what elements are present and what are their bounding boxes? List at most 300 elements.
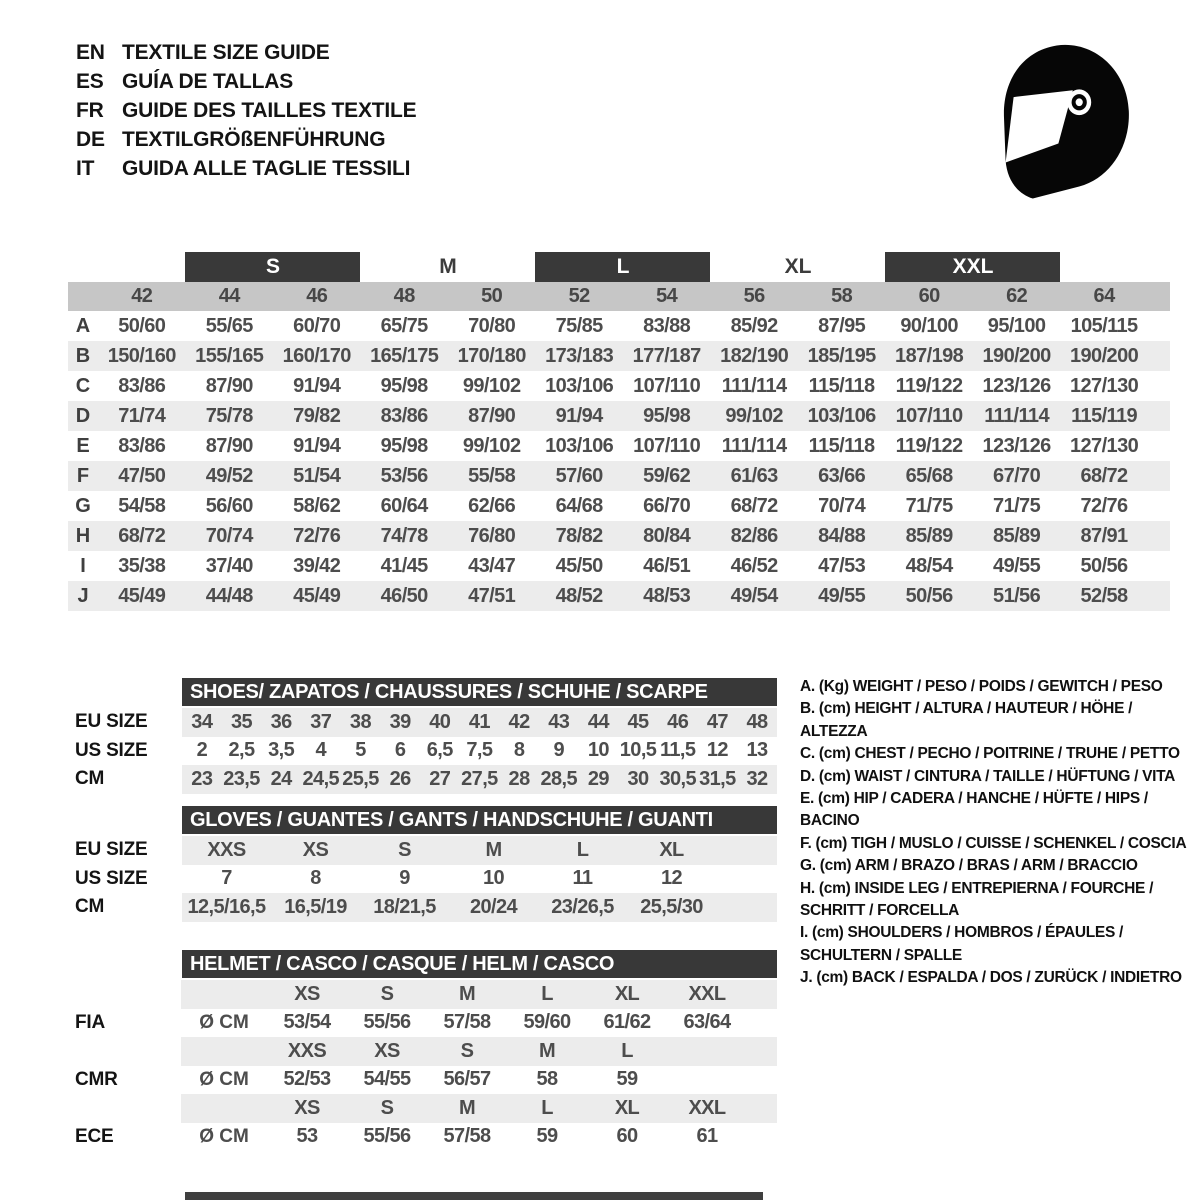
value-cell: 23,5 [223, 767, 260, 790]
row-values [98, 491, 1148, 521]
value-cell: 28 [508, 767, 530, 790]
value-cell: 7 [221, 867, 232, 890]
row-letter: H [75, 524, 91, 547]
value-cell: 43/47 [468, 554, 516, 577]
size-group-row [68, 252, 1170, 282]
legend-item-F: F. (cm) TIGH / MUSLO / CUISSE / SCHENKEL / COSCIA [800, 834, 1187, 852]
row-letter: J [77, 584, 89, 607]
value-cell: 80/84 [643, 524, 691, 547]
row-values [98, 371, 1148, 401]
size-label: M [458, 982, 476, 1005]
value-cell: 50/56 [905, 584, 953, 607]
spacer [716, 865, 774, 894]
value-cell: 103/106 [545, 374, 614, 397]
size-label: 52 [568, 285, 590, 307]
size-label: S [380, 1096, 394, 1119]
size-label: 46 [306, 285, 328, 307]
spacer [1148, 461, 1170, 491]
helmet-value-row-CMR [65, 1066, 777, 1095]
value-cell: 119/122 [895, 374, 963, 397]
value-cell: 57/60 [555, 464, 603, 487]
measure-row-J [68, 581, 1170, 611]
row-letter: A [75, 314, 91, 337]
row-values [98, 581, 1148, 611]
value-cell: 59/60 [523, 1011, 571, 1034]
size-label: XS [294, 982, 320, 1005]
language-row [76, 67, 416, 96]
value-cell: 170/180 [457, 344, 526, 367]
spacer [1148, 551, 1170, 581]
measure-row-E [68, 431, 1170, 461]
spacer [1148, 252, 1170, 282]
measure-row-A [68, 311, 1170, 341]
value-cell: 74/78 [380, 524, 428, 547]
value-cell: 11,5 [659, 739, 696, 762]
spacer [747, 1123, 777, 1152]
language-row [76, 154, 416, 183]
row-values [98, 341, 1148, 371]
row-label: US SIZE [75, 739, 148, 761]
spacer [98, 252, 185, 282]
legend-item-B: B. (cm) HEIGHT / ALTURA / HAUTEUR / HÖHE / ALTEZZA [800, 700, 1133, 740]
value-cell [667, 1066, 747, 1095]
diameter-unit: Ø CM [199, 1068, 249, 1090]
size-group-S: S [185, 252, 360, 282]
numeric-sizes-row [68, 282, 1170, 311]
row-values [98, 461, 1148, 491]
value-cell: 53/56 [380, 464, 428, 487]
value-cell: 63/66 [818, 464, 866, 487]
measure-row-G [68, 491, 1170, 521]
value-cell: 32 [746, 767, 768, 790]
value-cell: 177/187 [632, 344, 701, 367]
value-cell: 185/195 [807, 344, 876, 367]
spacer [747, 1037, 777, 1066]
value-cell: 83/86 [118, 434, 166, 457]
language-code: FR [76, 98, 104, 122]
value-cell: 51/54 [293, 464, 341, 487]
value-cell: 187/198 [895, 344, 964, 367]
value-cell: 29 [587, 767, 609, 790]
value-cell: 85/92 [730, 314, 778, 337]
value-cell: 26 [389, 767, 411, 790]
language-code: EN [76, 40, 105, 64]
value-cell: 95/98 [643, 404, 691, 427]
value-cell: 63/64 [683, 1011, 731, 1034]
value-cell: 7,5 [466, 739, 493, 762]
guide-title: TEXTILE SIZE GUIDE [122, 40, 330, 64]
value-cell: 65/75 [380, 314, 428, 337]
sub-row-eu-size [65, 708, 777, 737]
size-group-cells [98, 252, 1148, 282]
value-cell: 30,5 [659, 767, 696, 790]
value-cell: 9 [553, 739, 564, 762]
row-values [98, 551, 1148, 581]
value-cell: 6 [394, 739, 406, 762]
legend-item-A: A. (Kg) WEIGHT / PESO / POIDS / GEWITCH / PESO [800, 678, 1163, 695]
value-cell: 64/68 [555, 494, 603, 517]
size-label [667, 1037, 747, 1066]
size-label: 42 [131, 285, 153, 307]
value-cell: 115/119 [1071, 404, 1138, 427]
value-cell: 10,5 [619, 739, 657, 762]
value-cell: 75/85 [555, 314, 603, 337]
standard-label: CMR [75, 1068, 118, 1090]
value-cell: 23 [191, 767, 213, 790]
value-cell: 45/49 [118, 584, 166, 607]
value-cell: 165/175 [370, 344, 439, 367]
value-cell: 44/48 [205, 584, 253, 607]
value-cell: 24 [270, 767, 292, 790]
sub-row-cm [65, 893, 777, 922]
size-group-M: M [439, 255, 457, 278]
values-band [181, 1066, 777, 1095]
value-cell: 190/200 [982, 344, 1051, 367]
value-cell: 61/62 [603, 1011, 651, 1034]
spacer [1148, 311, 1170, 341]
spacer [1148, 282, 1170, 311]
value-cell: 12,5/16,5 [187, 895, 266, 918]
value-cell: 47 [706, 710, 728, 733]
value-cell: 9 [399, 867, 410, 890]
value-cell: 82/86 [730, 524, 778, 547]
legend-item-D: D. (cm) WAIST / CINTURA / TAILLE / HÜFTUNG / VITA [800, 767, 1176, 785]
spacer [747, 1094, 777, 1123]
value-cell: 45 [627, 710, 649, 733]
value-cell: 55/58 [468, 464, 516, 487]
shoes-table [65, 678, 777, 794]
spacer [747, 1009, 777, 1038]
value-cell: 59 [616, 1068, 638, 1091]
value-cell: 24,5 [302, 767, 340, 790]
spacer [1060, 252, 1147, 282]
legend-item-E: E. (cm) HIP / CADERA / HANCHE / HÜFTE / HIPS / BACINO [800, 790, 1148, 830]
value-cell: 2,5 [228, 739, 255, 762]
value-cell: 44 [587, 710, 609, 733]
measurement-legend [800, 676, 1192, 990]
value-cell: 30 [627, 767, 649, 790]
value-cell: 10 [482, 867, 505, 890]
value-cell: 123/126 [982, 374, 1051, 397]
value-cell: 85/89 [905, 524, 953, 547]
size-label: S [460, 1039, 474, 1062]
row-band [182, 737, 777, 766]
value-cell: 67/70 [993, 464, 1041, 487]
legend-item-G: G. (cm) ARM / BRAZO / BRAS / ARM / BRACCIO [800, 857, 1138, 875]
spacer [1148, 431, 1170, 461]
guide-title: GUIDE DES TAILLES TEXTILE [122, 98, 417, 122]
value-cell: 155/165 [195, 344, 264, 367]
size-group-L: L [535, 252, 710, 282]
row-values [98, 311, 1148, 341]
value-cell: 68/72 [730, 494, 778, 517]
value-cell: 41/45 [380, 554, 428, 577]
guide-title: TEXTILGRÖßENFÜHRUNG [122, 127, 386, 151]
value-cell: 60 [616, 1125, 638, 1148]
value-cell: 95/98 [380, 434, 428, 457]
value-cell: 119/122 [895, 434, 963, 457]
value-cell: 31,5 [699, 767, 736, 790]
value-cell: 182/190 [720, 344, 789, 367]
value-cell: 27,5 [461, 767, 498, 790]
value-cell: 13 [746, 739, 768, 762]
value-cell: 49/55 [993, 554, 1041, 577]
spacer [1148, 521, 1170, 551]
value-cell: 56/57 [443, 1068, 491, 1091]
helmet-value-row-FIA [65, 1009, 777, 1038]
size-group-XL: XL [784, 255, 812, 278]
helmet-value-row-ECE [65, 1123, 777, 1152]
size-label: XXS [287, 1039, 327, 1062]
value-cell: 20/24 [469, 895, 518, 918]
standard-label: ECE [75, 1125, 114, 1147]
value-cell: 47/50 [118, 464, 166, 487]
sub-row-eu-size [65, 836, 777, 865]
row-label: US SIZE [75, 867, 148, 889]
measure-row-D [68, 401, 1170, 431]
legend-item-H: H. (cm) INSIDE LEG / ENTREPIERNA / FOURCHE / SCHRITT / FORCELLA [800, 879, 1154, 920]
value-cell: 37 [310, 710, 332, 733]
size-label: L [541, 1096, 553, 1119]
value-cell: 52/58 [1080, 584, 1128, 607]
spacer [747, 1066, 777, 1095]
value-cell: 45/50 [555, 554, 603, 577]
size-label: 54 [656, 285, 678, 307]
value-cell: 71/74 [118, 404, 166, 427]
spacer [1148, 491, 1170, 521]
value-cell: 25,5/30 [640, 895, 703, 918]
legend-item-J: J. (cm) BACK / ESPALDA / DOS / ZURÜCK / INDIETRO [800, 969, 1182, 987]
value-cell: 46/51 [643, 554, 691, 577]
helmet-sizes-row-FIA [65, 980, 777, 1009]
language-row [76, 125, 416, 154]
value-cell: 160/170 [282, 344, 351, 367]
value-cell: 43 [548, 710, 570, 733]
value-cell: 107/110 [633, 434, 701, 457]
row-band [182, 836, 777, 865]
value-cell: 105/115 [1070, 314, 1138, 337]
value-cell: 40 [429, 710, 451, 733]
value-cell: 49/55 [818, 584, 866, 607]
cut-off-section-bar [185, 1192, 763, 1200]
value-cell: 71/75 [905, 494, 953, 517]
value-cell: 53/54 [283, 1011, 331, 1034]
value-cell: XS [302, 838, 329, 861]
gloves-table [65, 806, 777, 922]
value-cell: 115/118 [808, 434, 875, 457]
value-cell: 5 [355, 739, 366, 762]
value-cell: 72/76 [293, 524, 341, 547]
value-cell: 70/74 [818, 494, 866, 517]
value-cell: 66/70 [643, 494, 691, 517]
spacer [181, 980, 267, 1009]
value-cell: 103/106 [807, 404, 876, 427]
size-label: 44 [218, 285, 240, 307]
value-cell: L [576, 838, 589, 861]
value-cell: 87/90 [205, 434, 253, 457]
value-cell: 55/56 [363, 1011, 411, 1034]
value-cell: 39/42 [293, 554, 341, 577]
value-cell: 41 [468, 710, 490, 733]
sizes-band [181, 980, 777, 1009]
spacer [65, 980, 181, 1009]
row-band [182, 765, 777, 794]
value-cell: 78/82 [555, 524, 603, 547]
value-cell: 58/62 [293, 494, 341, 517]
value-cell: 39 [389, 710, 411, 733]
value-cell: 71/75 [993, 494, 1041, 517]
value-cell: 55/65 [205, 314, 253, 337]
language-row [76, 96, 416, 125]
value-cell: 50/56 [1080, 554, 1128, 577]
value-cell: 11 [572, 867, 593, 890]
value-cell: 190/200 [1070, 344, 1139, 367]
size-label: 48 [393, 285, 415, 307]
value-cell: 99/102 [725, 404, 783, 427]
value-cell: 4 [315, 739, 327, 762]
row-band [182, 865, 777, 894]
size-label: 50 [481, 285, 503, 307]
value-cell: 95/98 [380, 374, 428, 397]
value-cell: 46/50 [380, 584, 428, 607]
spacer [181, 1037, 267, 1066]
spacer [181, 1094, 267, 1123]
value-cell: 10 [587, 739, 609, 762]
value-cell: 91/94 [555, 404, 603, 427]
values-band [181, 1009, 777, 1038]
size-label: XL [614, 982, 640, 1005]
value-cell: 87/90 [205, 374, 253, 397]
measure-row-F [68, 461, 1170, 491]
value-cell: 34 [191, 710, 213, 733]
language-code: IT [76, 156, 95, 180]
value-cell: 75/78 [205, 404, 253, 427]
row-label: CM [75, 768, 105, 790]
guide-title: GUIDA ALLE TAGLIE TESSILI [122, 156, 411, 180]
row-values [98, 431, 1148, 461]
value-cell: 59/62 [643, 464, 691, 487]
row-letter: F [76, 464, 90, 487]
value-cell: 37/40 [205, 554, 253, 577]
guide-title: GUÍA DE TALLAS [122, 69, 294, 93]
size-label: XXL [688, 982, 726, 1005]
row-values [98, 401, 1148, 431]
value-cell: 107/110 [895, 404, 963, 427]
value-cell: 6,5 [426, 739, 453, 762]
value-cell: 99/102 [462, 374, 521, 397]
value-cell: 87/91 [1080, 524, 1128, 547]
value-cell: 8 [513, 739, 525, 762]
helmet-title-bar: HELMET / CASCO / CASQUE / HELM / CASCO [182, 950, 777, 978]
value-cell: 45/49 [293, 584, 341, 607]
legend-item-C: C. (cm) CHEST / PECHO / POITRINE / TRUHE / PETTO [800, 745, 1180, 763]
language-row [76, 38, 416, 67]
size-label: 56 [743, 285, 765, 307]
value-cell: 61 [696, 1125, 718, 1148]
size-label: M [458, 1096, 476, 1119]
value-cell: 35 [230, 710, 252, 733]
value-cell: 173/183 [545, 344, 614, 367]
row-band [182, 708, 777, 737]
row-letter: C [75, 374, 91, 397]
value-cell: 91/94 [293, 374, 341, 397]
value-cell: 83/88 [643, 314, 691, 337]
sub-row-us-size [65, 737, 777, 766]
value-cell: 35/38 [118, 554, 166, 577]
value-cell: 115/118 [808, 374, 875, 397]
value-cell: 84/88 [818, 524, 866, 547]
spacer [68, 252, 98, 282]
values-band [181, 1123, 777, 1152]
value-cell: 57/58 [443, 1125, 491, 1148]
value-cell: 111/114 [721, 374, 787, 397]
value-cell: 36 [270, 710, 292, 733]
numeric-sizes-cells [98, 282, 1148, 311]
spacer [1148, 341, 1170, 371]
row-letter: E [76, 434, 90, 457]
value-cell: 12 [660, 867, 683, 890]
value-cell: 47/51 [468, 584, 516, 607]
size-label: 58 [831, 285, 853, 307]
value-cell: 123/126 [982, 434, 1051, 457]
value-cell: 52/53 [283, 1068, 331, 1091]
row-letter: G [75, 494, 91, 517]
size-label: XL [614, 1096, 640, 1119]
value-cell: 150/160 [107, 344, 176, 367]
value-cell: 62/66 [468, 494, 516, 517]
language-code: ES [76, 69, 104, 93]
diameter-unit: Ø CM [199, 1125, 249, 1147]
measure-row-B [68, 341, 1170, 371]
measure-row-C [68, 371, 1170, 401]
value-cell: 111/114 [721, 434, 787, 457]
value-cell: 87/95 [818, 314, 866, 337]
value-cell: 111/114 [984, 404, 1049, 427]
gloves-title-bar: GLOVES / GUANTES / GANTS / HANDSCHUHE / GUANTI [182, 806, 777, 834]
value-cell: 50/60 [118, 314, 166, 337]
value-cell: 127/130 [1070, 434, 1139, 457]
value-cell: 48 [746, 710, 768, 733]
shoes-rows [65, 708, 777, 794]
value-cell: 90/100 [900, 314, 958, 337]
value-cell: 60/64 [380, 494, 428, 517]
value-cell: M [485, 838, 502, 861]
value-cell: 70/80 [468, 314, 516, 337]
size-label: L [541, 982, 553, 1005]
size-label: XS [374, 1039, 400, 1062]
value-cell: 61/63 [730, 464, 778, 487]
size-label: XXL [688, 1096, 726, 1119]
size-group-XXL: XXL [885, 252, 1060, 282]
value-cell: 56/60 [205, 494, 253, 517]
spacer [1148, 371, 1170, 401]
spacer [68, 282, 98, 311]
value-cell: 42 [508, 710, 530, 733]
spacer [65, 1037, 181, 1066]
sizes-band [181, 1094, 777, 1123]
size-label: 64 [1093, 285, 1115, 307]
spacer [716, 893, 774, 922]
value-cell: 85/89 [993, 524, 1041, 547]
size-label: L [621, 1039, 633, 1062]
value-cell: 23/26,5 [551, 895, 614, 918]
row-letter: D [75, 404, 91, 427]
sub-row-us-size [65, 865, 777, 894]
sub-row-cm [65, 765, 777, 794]
racing-helmet-icon [980, 30, 1140, 207]
helmet-svg [980, 30, 1140, 202]
value-cell: 59 [536, 1125, 558, 1148]
